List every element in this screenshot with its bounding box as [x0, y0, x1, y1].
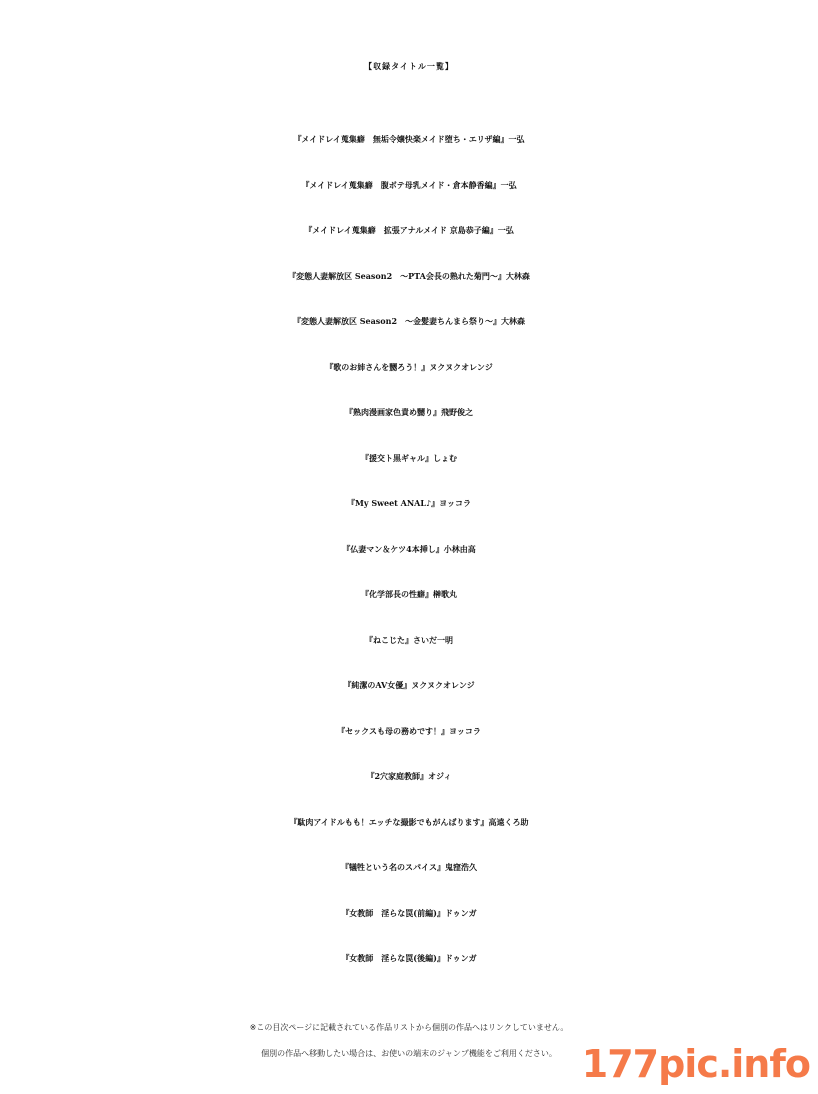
title-list	[0, 117, 818, 982]
list-item: 『駄肉アイドルもも！エッチな撮影でもがんばります』高遠くろ助	[289, 816, 529, 827]
watermark: 177pic.info	[581, 1042, 810, 1086]
list-item: 『犠牲という名のスパイス』鬼窪浩久	[341, 862, 477, 872]
list-item: 『2穴家庭教師』オジィ	[366, 771, 452, 781]
list-item: 『メイドレイ蒐集癖 拡張アナルメイド 京島恭子編』一弘	[304, 225, 514, 235]
page-title: 【収録タイトル一覧】	[364, 61, 454, 71]
list-item: 『変態人妻解放区 Season2 ～金髪妻ちんまら祭り～』大林森	[292, 316, 526, 326]
list-item: 『歌のお姉さんを嬲ろう！』ヌクヌクオレンジ	[325, 361, 493, 372]
list-item: 『メイドレイ蒐集癖 腹ボテ母乳メイド・倉本静香編』一弘	[301, 179, 517, 190]
list-item: 『女教師 淫らな罠(後編)』ドゥンガ	[341, 953, 477, 963]
list-item: 『純潔のAV女優』ヌクヌクオレンジ	[343, 680, 475, 690]
list-item: 『セックスも母の務めです！』ヨッコラ	[337, 725, 481, 736]
list-item: 『熟肉漫画家色責め嬲り』飛野俊之	[345, 407, 473, 417]
list-item: 『My Sweet ANAL♪』ヨッコラ	[347, 498, 471, 508]
notice-line: ※この目次ページに記載されている作品リストから個別の作品へはリンクしていません。	[249, 1023, 569, 1032]
list-item: 『変態人妻解放区 Season2 ～PTA会長の熟れた菊門～』大林森	[288, 270, 530, 281]
notice-line: 個別の作品へ移動したい場合は、お使いの端末のジャンプ機能をご利用ください。	[261, 1049, 557, 1058]
list-item: 『仏妻マン＆ケツ4本挿し』小林由高	[342, 543, 476, 554]
list-item: 『メイドレイ蒐集癖 無垢令嬢快楽メイド堕ち・エリザ編』一弘	[293, 134, 525, 144]
list-item: 『化学部長の性癖』榊歌丸	[361, 589, 457, 599]
list-item: 『女教師 淫らな罠(前編)』ドゥンガ	[341, 907, 477, 918]
list-item: 『援交ト黒ギャル』しょむ	[361, 452, 457, 463]
list-item: 『ねこじた』さいだ一明	[365, 634, 453, 645]
